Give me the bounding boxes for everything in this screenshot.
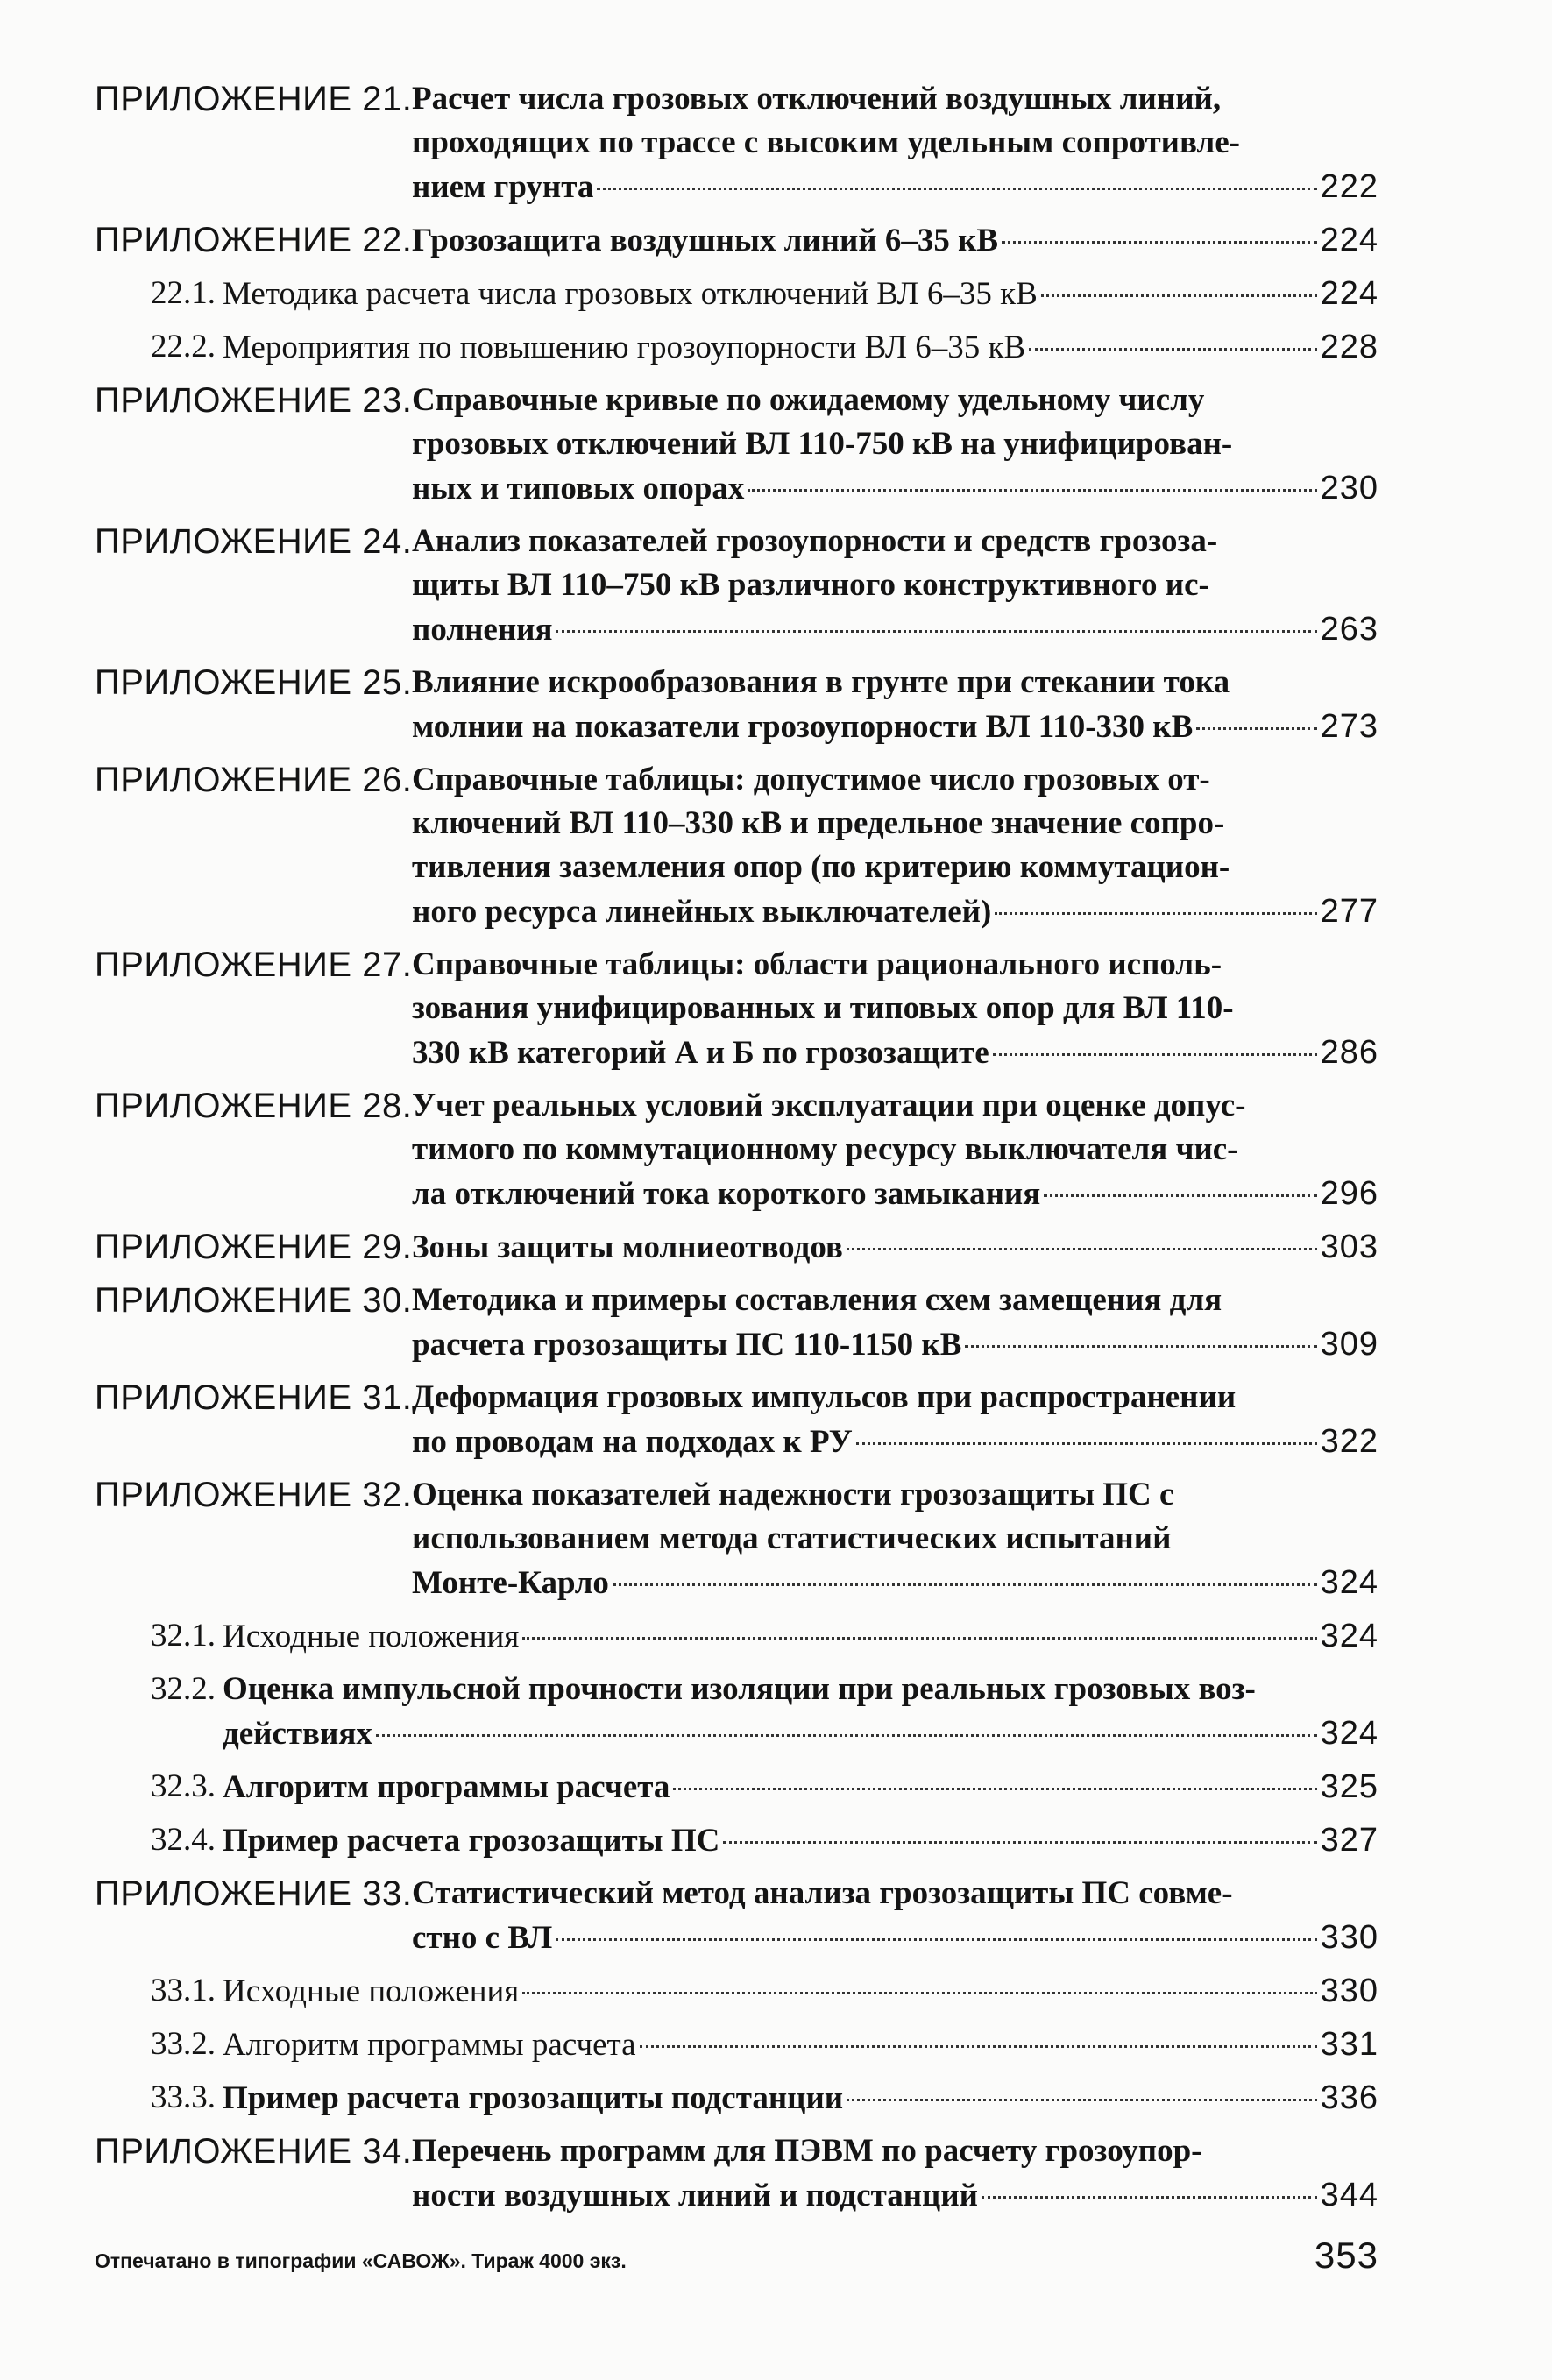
toc-dot-leader [556,630,1316,633]
toc-title-line [412,1473,1378,1517]
toc-dot-leader [847,1248,1317,1250]
toc-page-number: 336 [1320,2079,1378,2116]
toc-page-number: 296 [1320,1175,1378,1212]
toc-title-line [412,1561,1378,1605]
toc-appendix-entry [95,1084,1378,1216]
toc-entry-label: 22.2. [151,329,216,365]
toc-title-text: Статистический метод анализа грозозащиты ПС совме- [412,1875,1233,1911]
toc-entry-title [412,379,1378,511]
toc-title-text: Анализ показателей грозоупорности и средств грозоза- [412,523,1218,559]
toc-page-number: 324 [1320,1564,1378,1601]
toc-page-number: 324 [1320,1715,1378,1752]
toc-title-text: Мероприятия по повышению грозоупорности ВЛ 6–35 кВ [223,329,1026,365]
toc-entry-label: ПРИЛОЖЕНИЕ 25. [95,663,413,702]
toc-title-line [412,2129,1378,2173]
toc-title-line [412,943,1378,987]
toc-title-line [412,1084,1378,1128]
toc-entry-title [223,2076,1378,2121]
toc-title-text: Справочные таблицы: допустимое число грозовых от- [412,761,1210,797]
toc-entry-label: ПРИЛОЖЕНИЕ 29. [95,1228,413,1266]
toc-title-text: Справочные кривые по ожидаемому удельному числу [412,382,1205,418]
toc-title-text: проходящих по трассе с высоким удельным сопротивле- [412,124,1240,160]
toc-dot-leader [748,489,1316,492]
toc-title-text: Оценка импульсной прочности изоляции при реальных грозовых воз- [223,1671,1256,1707]
toc-title-line [412,889,1378,934]
toc-entry-label: ПРИЛОЖЕНИЕ 32. [95,1476,413,1514]
toc-title-text: Пример расчета грозозащиты ПС [223,1823,720,1859]
toc-title-line [412,422,1378,466]
toc-title-text: Перечень программ для ПЭВМ по расчету грозоупор- [412,2133,1202,2169]
toc-title-line [412,218,1378,263]
toc-dot-leader [1196,727,1316,730]
toc-dot-leader [613,1583,1317,1586]
toc-dot-leader [522,1637,1316,1640]
toc-entry-label: 22.1. [151,275,216,311]
toc-dot-leader [847,2099,1316,2101]
toc-appendix-entry [95,379,1378,511]
toc-entry-label: 32.1. [151,1618,216,1654]
page-footer [95,2235,1378,2277]
toc-title-line [412,466,1378,511]
toc-title-text: тимого по коммутационному ресурсу выключателя чис- [412,1131,1238,1167]
toc-entry-title [223,1969,1378,2014]
toc-title-text: грозовых отключений ВЛ 110-750 кВ на унифицирован- [412,426,1233,462]
toc-entry-label: ПРИЛОЖЕНИЕ 26. [95,761,413,799]
toc-page-number: 331 [1320,2026,1378,2063]
toc-title-text: Методика и примеры составления схем замещения для [412,1282,1222,1318]
toc-title-text: 330 кВ категорий А и Б по грозозащите [412,1035,989,1071]
toc-dot-leader [556,1938,1316,1941]
toc-dot-leader [965,1345,1316,1348]
toc-subsection-entry [95,1969,1378,2014]
toc-title-text: Исходные положения [223,1973,520,2009]
toc-dot-leader [673,1788,1316,1790]
toc-title-text: Расчет числа грозовых отключений воздушных линий, [412,81,1222,117]
toc-dot-leader [993,1053,1317,1056]
toc-entry-label: 32.4. [151,1822,216,1858]
toc-page-number: 325 [1320,1768,1378,1805]
toc-entry-title [412,520,1378,652]
toc-title-text: использованием метода статистических испытаний [412,1520,1172,1556]
toc-title-text: Грозозащита воздушных линий 6–35 кВ [412,223,999,259]
toc-entry-label: ПРИЛОЖЕНИЕ 28. [95,1087,413,1125]
toc-title-line [412,1322,1378,1367]
toc-entry-label: ПРИЛОЖЕНИЕ 33. [95,1874,413,1913]
toc-entry-label: ПРИЛОЖЕНИЕ 23. [95,381,413,420]
toc-title-text: зования унифицированных и типовых опор для ВЛ 110- [412,990,1234,1026]
toc-entry-label: ПРИЛОЖЕНИЕ 24. [95,522,413,561]
toc-title-text: Оценка показателей надежности грозозащиты ПС с [412,1477,1174,1512]
toc-page-number: 277 [1320,893,1378,930]
toc-dot-leader [1044,1194,1316,1197]
toc-title-line [412,607,1378,652]
toc-title-line [412,1128,1378,1172]
toc-title-line [412,987,1378,1031]
toc-title-line [412,1031,1378,1075]
toc-title-line [412,705,1378,749]
toc-title-text: расчета грозозащиты ПС 110-1150 кВ [412,1327,962,1363]
toc-dot-leader [376,1734,1317,1737]
toc-subsection-entry [95,1614,1378,1659]
toc-title-line [412,661,1378,705]
toc-title-line [223,1614,1378,1659]
toc-dot-leader [1041,294,1317,297]
toc-title-text: ного ресурса линейных выключателей) [412,894,992,930]
toc-title-line [412,379,1378,422]
toc-entry-label: ПРИЛОЖЕНИЕ 30. [95,1281,413,1320]
toc-title-text: стно с ВЛ [412,1920,553,1956]
toc-subsection-entry [95,2022,1378,2067]
toc-entry-label: 32.2. [151,1671,216,1707]
toc-page-number: 324 [1320,1618,1378,1654]
toc-title-text: ключений ВЛ 110–330 кВ и предельное значение сопро- [412,805,1225,841]
toc-title-text: ности воздушных линий и подстанций [412,2178,978,2214]
toc-entry-title [412,1473,1378,1605]
toc-entry-label: 32.3. [151,1768,216,1804]
toc-title-line [412,520,1378,563]
toc-title-line [223,1969,1378,2014]
toc-title-line [223,1818,1378,1863]
toc-page-number: 273 [1320,708,1378,745]
toc-appendix-entry [95,218,1378,263]
toc-dot-leader [995,912,1316,915]
toc-appendix-entry [95,758,1378,934]
table-of-contents [95,77,1378,2227]
toc-dot-leader [1029,348,1316,351]
toc-appendix-entry [95,1225,1378,1270]
toc-dot-leader [522,1992,1316,1994]
toc-title-text: действиях [223,1716,372,1752]
toc-page-number: 330 [1320,1973,1378,2009]
page-number: 353 [1314,2235,1378,2276]
toc-subsection-entry [95,1668,1378,1756]
toc-appendix-entry [95,1279,1378,1367]
toc-subsection-entry [95,1765,1378,1810]
toc-entry-title [223,2022,1378,2067]
toc-title-text: Учет реальных условий эксплуатации при оценке допус- [412,1087,1246,1123]
toc-title-line [412,1172,1378,1216]
toc-title-line [412,802,1378,846]
toc-title-text: Зоны защиты молниеотводов [412,1229,843,1265]
toc-appendix-entry [95,2129,1378,2218]
toc-appendix-entry [95,1872,1378,1960]
toc-entry-title [412,661,1378,749]
toc-page-number: 330 [1320,1919,1378,1956]
toc-page-number: 224 [1320,222,1378,259]
toc-entry-title [412,218,1378,263]
toc-title-text: Влияние искрообразования в грунте при стекании тока [412,664,1230,700]
toc-dot-leader [597,188,1316,190]
toc-title-text: Деформация грозовых импульсов при распространении [412,1379,1237,1415]
toc-title-line [412,121,1378,165]
toc-title-text: ла отключений тока короткого замыкания [412,1176,1041,1212]
toc-title-text: Методика расчета числа грозовых отключений ВЛ 6–35 кВ [223,276,1038,312]
toc-title-text: полнения [412,612,553,648]
toc-entry-title [223,1668,1378,1756]
toc-entry-label: ПРИЛОЖЕНИЕ 27. [95,946,413,984]
toc-title-text: тивления заземления опор (по критерию коммутацион- [412,849,1230,885]
toc-subsection-entry [95,2076,1378,2121]
toc-title-line [412,2173,1378,2218]
toc-entry-label: ПРИЛОЖЕНИЕ 22. [95,221,413,259]
toc-title-text: молнии на показатели грозоупорности ВЛ 110-330 кВ [412,709,1194,745]
toc-entry-title [412,943,1378,1075]
toc-page-number: 327 [1320,1822,1378,1859]
toc-subsection-entry [95,1818,1378,1863]
toc-entry-title [412,1279,1378,1367]
toc-title-text: по проводам на подходах к РУ [412,1424,853,1460]
toc-entry-label: 33.3. [151,2079,216,2115]
toc-entry-title [412,1872,1378,1960]
toc-subsection-entry [95,272,1378,316]
toc-page-number: 303 [1320,1229,1378,1265]
toc-entry-title [412,758,1378,934]
toc-title-line [412,1872,1378,1916]
toc-subsection-entry [95,325,1378,370]
toc-page-number: 224 [1320,275,1378,312]
toc-page-number: 222 [1320,168,1378,205]
toc-entry-title [223,1765,1378,1810]
toc-title-text: Алгоритм программы расчета [223,2027,636,2063]
toc-title-line [412,165,1378,209]
toc-title-text: Пример расчета грозозащиты подстанции [223,2080,844,2116]
toc-title-line [412,77,1378,121]
toc-title-line [412,563,1378,607]
toc-entry-label: ПРИЛОЖЕНИЕ 21. [95,80,413,118]
toc-appendix-entry [95,661,1378,749]
toc-title-line [412,1279,1378,1322]
toc-title-line [223,2022,1378,2067]
toc-entry-label: ПРИЛОЖЕНИЕ 34. [95,2132,413,2171]
toc-title-line [223,1668,1378,1711]
toc-title-text: щиты ВЛ 110–750 кВ различного конструктивного ис- [412,567,1209,603]
toc-page-number: 263 [1320,611,1378,648]
toc-title-line [223,1765,1378,1810]
toc-page-number: 344 [1320,2177,1378,2214]
toc-entry-title [412,2129,1378,2218]
toc-dot-leader [640,2045,1317,2048]
toc-entry-title [412,1084,1378,1216]
toc-entry-title [412,1225,1378,1270]
toc-title-line [412,846,1378,889]
toc-dot-leader [856,1442,1317,1445]
toc-appendix-entry [95,1376,1378,1464]
toc-title-line [412,1916,1378,1960]
toc-dot-leader [982,2196,1317,2199]
toc-title-line [223,2076,1378,2121]
toc-title-line [412,758,1378,802]
toc-title-line [412,1376,1378,1420]
toc-entry-label: 33.1. [151,1973,216,2008]
toc-entry-label: ПРИЛОЖЕНИЕ 31. [95,1378,413,1417]
toc-appendix-entry [95,1473,1378,1605]
toc-page-number: 286 [1320,1034,1378,1071]
toc-title-line [223,325,1378,370]
toc-entry-title [412,77,1378,209]
toc-title-text: ных и типовых опорах [412,471,745,506]
toc-entry-title [223,1818,1378,1863]
toc-entry-label: 33.2. [151,2026,216,2062]
toc-page-number: 322 [1320,1423,1378,1460]
toc-appendix-entry [95,77,1378,209]
toc-title-line [223,1711,1378,1756]
toc-page-number: 230 [1320,470,1378,506]
toc-title-text: Монте-Карло [412,1565,609,1601]
toc-title-text: Алгоритм программы расчета [223,1769,670,1805]
toc-dot-leader [723,1841,1316,1844]
print-note: Отпечатано в типографии «САВОЖ». Тираж 4000 экз. [95,2249,627,2272]
toc-title-line [412,1420,1378,1464]
toc-entry-title [223,1614,1378,1659]
toc-appendix-entry [95,943,1378,1075]
toc-title-text: Справочные таблицы: области рационального исполь- [412,946,1222,982]
toc-title-line [412,1225,1378,1270]
toc-page-number: 309 [1320,1326,1378,1363]
toc-title-text: Исходные положения [223,1619,520,1654]
toc-entry-title [412,1376,1378,1464]
toc-title-text: нием грунта [412,169,594,205]
toc-dot-leader [1002,241,1316,244]
toc-entry-title [223,325,1378,370]
toc-entry-title [223,272,1378,316]
toc-page-number: 228 [1320,329,1378,365]
toc-title-line [412,1517,1378,1561]
toc-title-line [223,272,1378,316]
toc-appendix-entry [95,520,1378,652]
